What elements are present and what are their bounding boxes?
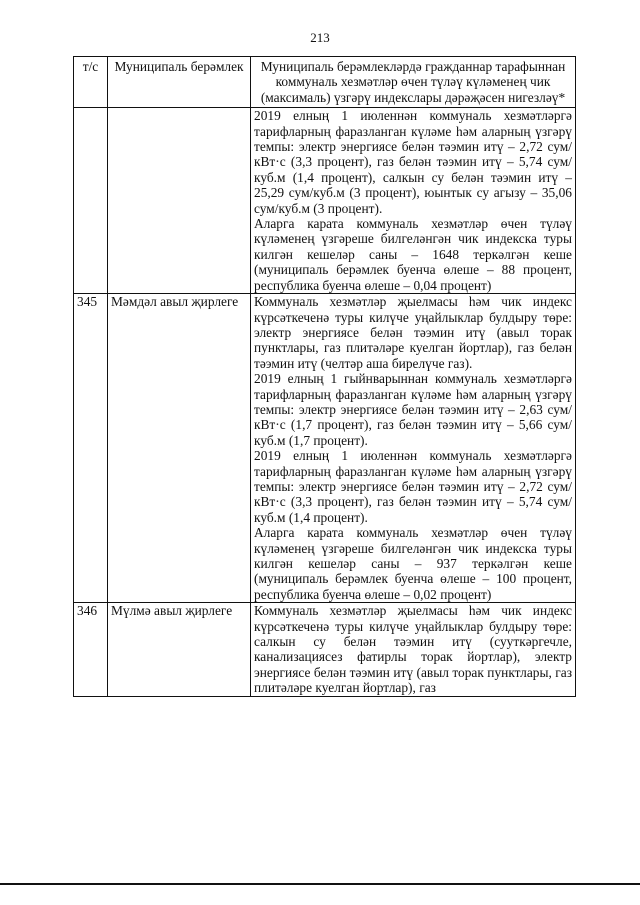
row-municipality: Мүлмә авыл җирлеге [108, 603, 251, 696]
paragraph: 2019 елның 1 июленнән коммуналь хезмәтләргә тарифларның фаразланган күләме һәм аларның үзгәрү темпы: электр энергиясе белән тәэмин итү – 2,72 сум/кВт·с (3,3 процент), газ белән тәэмин итү – 5,74 сум/куб.м (1,4 процент), салкын су белән тәэмин итү – 25,29 сум/куб.м (3 процент), юынтык су агызу – 35,06 сум/куб.м (3 процент). [254, 108, 572, 216]
header-number: т/с [74, 57, 108, 108]
row-number: 345 [74, 294, 108, 603]
table-row [74, 603, 576, 696]
header-description: Муниципаль берәмлекләрдә гражданнар тарафыннан коммуналь хезмәтләр өчен түләү күләменең чик (максималь) үзгәрү индекслары дәрәҗәсен нигезләү* [251, 57, 576, 108]
page-bottom-rule [0, 883, 640, 885]
page-number: 213 [310, 30, 330, 45]
paragraph: 2019 елның 1 гыйнварыннан коммуналь хезмәтләргә тарифларның фаразланган күләме һәм аларның үзгәрү темпы: электр энергиясе белән тәэмин итү – 2,63 сум/кВт·с (1,7 процент), газ белән тәэмин итү – 5,66 сум/куб.м (1,7 процент). [254, 371, 572, 448]
row-number: 346 [74, 603, 108, 696]
municipal-utility-index-table [73, 56, 576, 697]
paragraph: Коммуналь хезмәтләр җыелмасы һәм чик индекс күрсәткеченә туры килүче уңайлыклар булдыру төре: салкын су белән тәэмин итү (сууткәргечле, канализациясез фатирлы торак йортлар), электр энергиясе белән тәэмин итү (авыл торак пунктлары, газ плитәләре куелган йортлар), газ [254, 603, 572, 696]
paragraph: Аларга карата коммуналь хезмәтләр өчен түләү күләменең үзгәреше билгеләнгән чик индекска туры килгән кешеләр саны – 1648 теркәлгән кеше (муниципаль берәмлек буенча өлеше – 88 процент, республика буенча өлеше – 0,04 процент) [254, 216, 572, 293]
row-municipality [108, 108, 251, 294]
paragraph: Аларга карата коммуналь хезмәтләр өчен түләү күләменең үзгәреше билгеләнгән чик индекска туры килгән кешеләр саны – 937 теркәлгән кеше (муниципаль берәмлек буенча өлеше – 100 процент, республика буенча өлеше – 0,02 процент) [254, 525, 572, 602]
row-municipality: Мәмдәл авыл җирлеге [108, 294, 251, 603]
table-row [74, 108, 576, 294]
row-number [74, 108, 108, 294]
row-description [251, 108, 576, 294]
paragraph: Коммуналь хезмәтләр җыелмасы һәм чик индекс күрсәткеченә туры килүче уңайлыклар булдыру төре: электр энергиясе белән тәэмин итү (авыл торак пунктлары, газ плитәләре куелган йортлар), газ белән тәэмин итү (челтәр аша бирелүче газ). [254, 294, 572, 371]
row-description [251, 603, 576, 696]
row-description [251, 294, 576, 603]
table-header-row [74, 57, 576, 108]
header-municipality: Муниципаль берәмлек [108, 57, 251, 108]
paragraph: 2019 елның 1 июленнән коммуналь хезмәтләргә тарифларның фаразланган күләме һәм аларның үзгәрү темпы: электр энергиясе белән тәэмин итү – 2,72 сум/кВт·с (3,3 процент), газ белән тәэмин итү – 5,74 сум/куб.м (1,4 процент). [254, 448, 572, 525]
table-row [74, 294, 576, 603]
